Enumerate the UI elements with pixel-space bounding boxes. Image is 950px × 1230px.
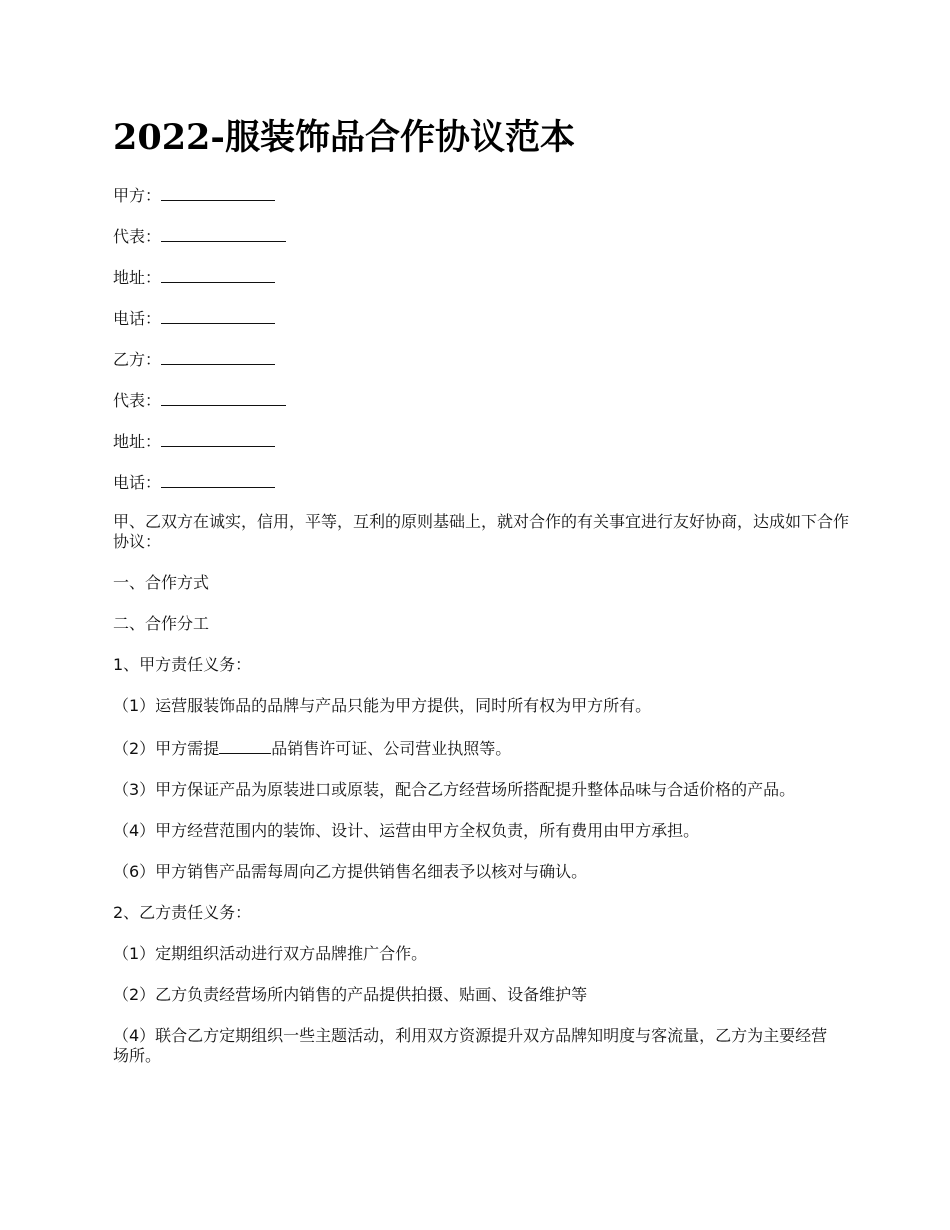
section-heading-division-of-work: 二、合作分工	[113, 614, 210, 633]
party-b-phone-label: 电话：	[113, 473, 162, 492]
party-a-address-field	[113, 266, 858, 286]
party-b-address-label: 地址：	[113, 432, 162, 451]
party-b-phone-field	[113, 471, 858, 491]
section-heading-cooperation-method: 一、合作方式	[113, 573, 210, 592]
party-b-rep-blank	[161, 389, 286, 406]
party-a-duties-heading: 1、甲方责任义务：	[113, 655, 252, 674]
page-title: 2022-服装饰品合作协议范本	[113, 117, 575, 158]
party-a-phone-field	[113, 307, 858, 327]
party-b-phone-blank	[161, 471, 275, 488]
party-a-duty-2-before: （2）甲方需提	[113, 739, 220, 758]
party-a-rep-blank	[161, 225, 286, 242]
party-a-rep-label: 代表：	[113, 227, 162, 246]
party-a-phone-blank	[161, 307, 275, 324]
party-b-address-field	[113, 430, 858, 450]
party-a-duty-2-after: 品销售许可证、公司营业执照等。	[271, 739, 512, 758]
party-b-duty-4: （4）联合乙方定期组织一些主题活动，利用双方资源提升双方品牌知明度与客流量，乙方为主要经营场所。	[113, 1026, 828, 1065]
party-a-blank	[161, 184, 275, 201]
party-a-duty-2	[113, 737, 858, 759]
party-b-blank	[161, 348, 275, 365]
party-a-duty-3: （3）甲方保证产品为原装进口或原装，配合乙方经营场所搭配提升整体品味与合适价格的产品。	[113, 780, 796, 799]
document-page	[113, 110, 858, 1087]
party-b-field	[113, 348, 858, 368]
party-a-duty-4: （4）甲方经营范围内的装饰、设计、运营由甲方全权负责，所有费用由甲方承担。	[113, 821, 700, 840]
party-b-address-blank	[161, 430, 275, 447]
party-a-rep-field	[113, 225, 858, 245]
party-b-duties-heading: 2、乙方责任义务：	[113, 903, 252, 922]
party-b-duty-1: （1）定期组织活动进行双方品牌推广合作。	[113, 944, 428, 963]
party-a-address-blank	[161, 266, 275, 283]
party-a-duty-2-blank	[219, 737, 271, 754]
party-a-duty-6: （6）甲方销售产品需每周向乙方提供销售名细表予以核对与确认。	[113, 862, 588, 881]
party-a-field	[113, 184, 858, 204]
intro-paragraph: 甲、乙双方在诚实，信用，平等，互利的原则基础上，就对合作的有关事宜进行友好协商，达成如下合作协议：	[113, 512, 850, 551]
party-b-label: 乙方：	[113, 350, 162, 369]
party-b-rep-field	[113, 389, 858, 409]
party-b-duty-2: （2）乙方负责经营场所内销售的产品提供拍摄、贴画、设备维护等	[113, 985, 588, 1004]
party-b-rep-label: 代表：	[113, 391, 162, 410]
party-a-duty-1: （1）运营服装饰品的品牌与产品只能为甲方提供，同时所有权为甲方所有。	[113, 696, 652, 715]
party-a-address-label: 地址：	[113, 268, 162, 287]
party-a-phone-label: 电话：	[113, 309, 162, 328]
party-a-label: 甲方：	[113, 186, 162, 205]
